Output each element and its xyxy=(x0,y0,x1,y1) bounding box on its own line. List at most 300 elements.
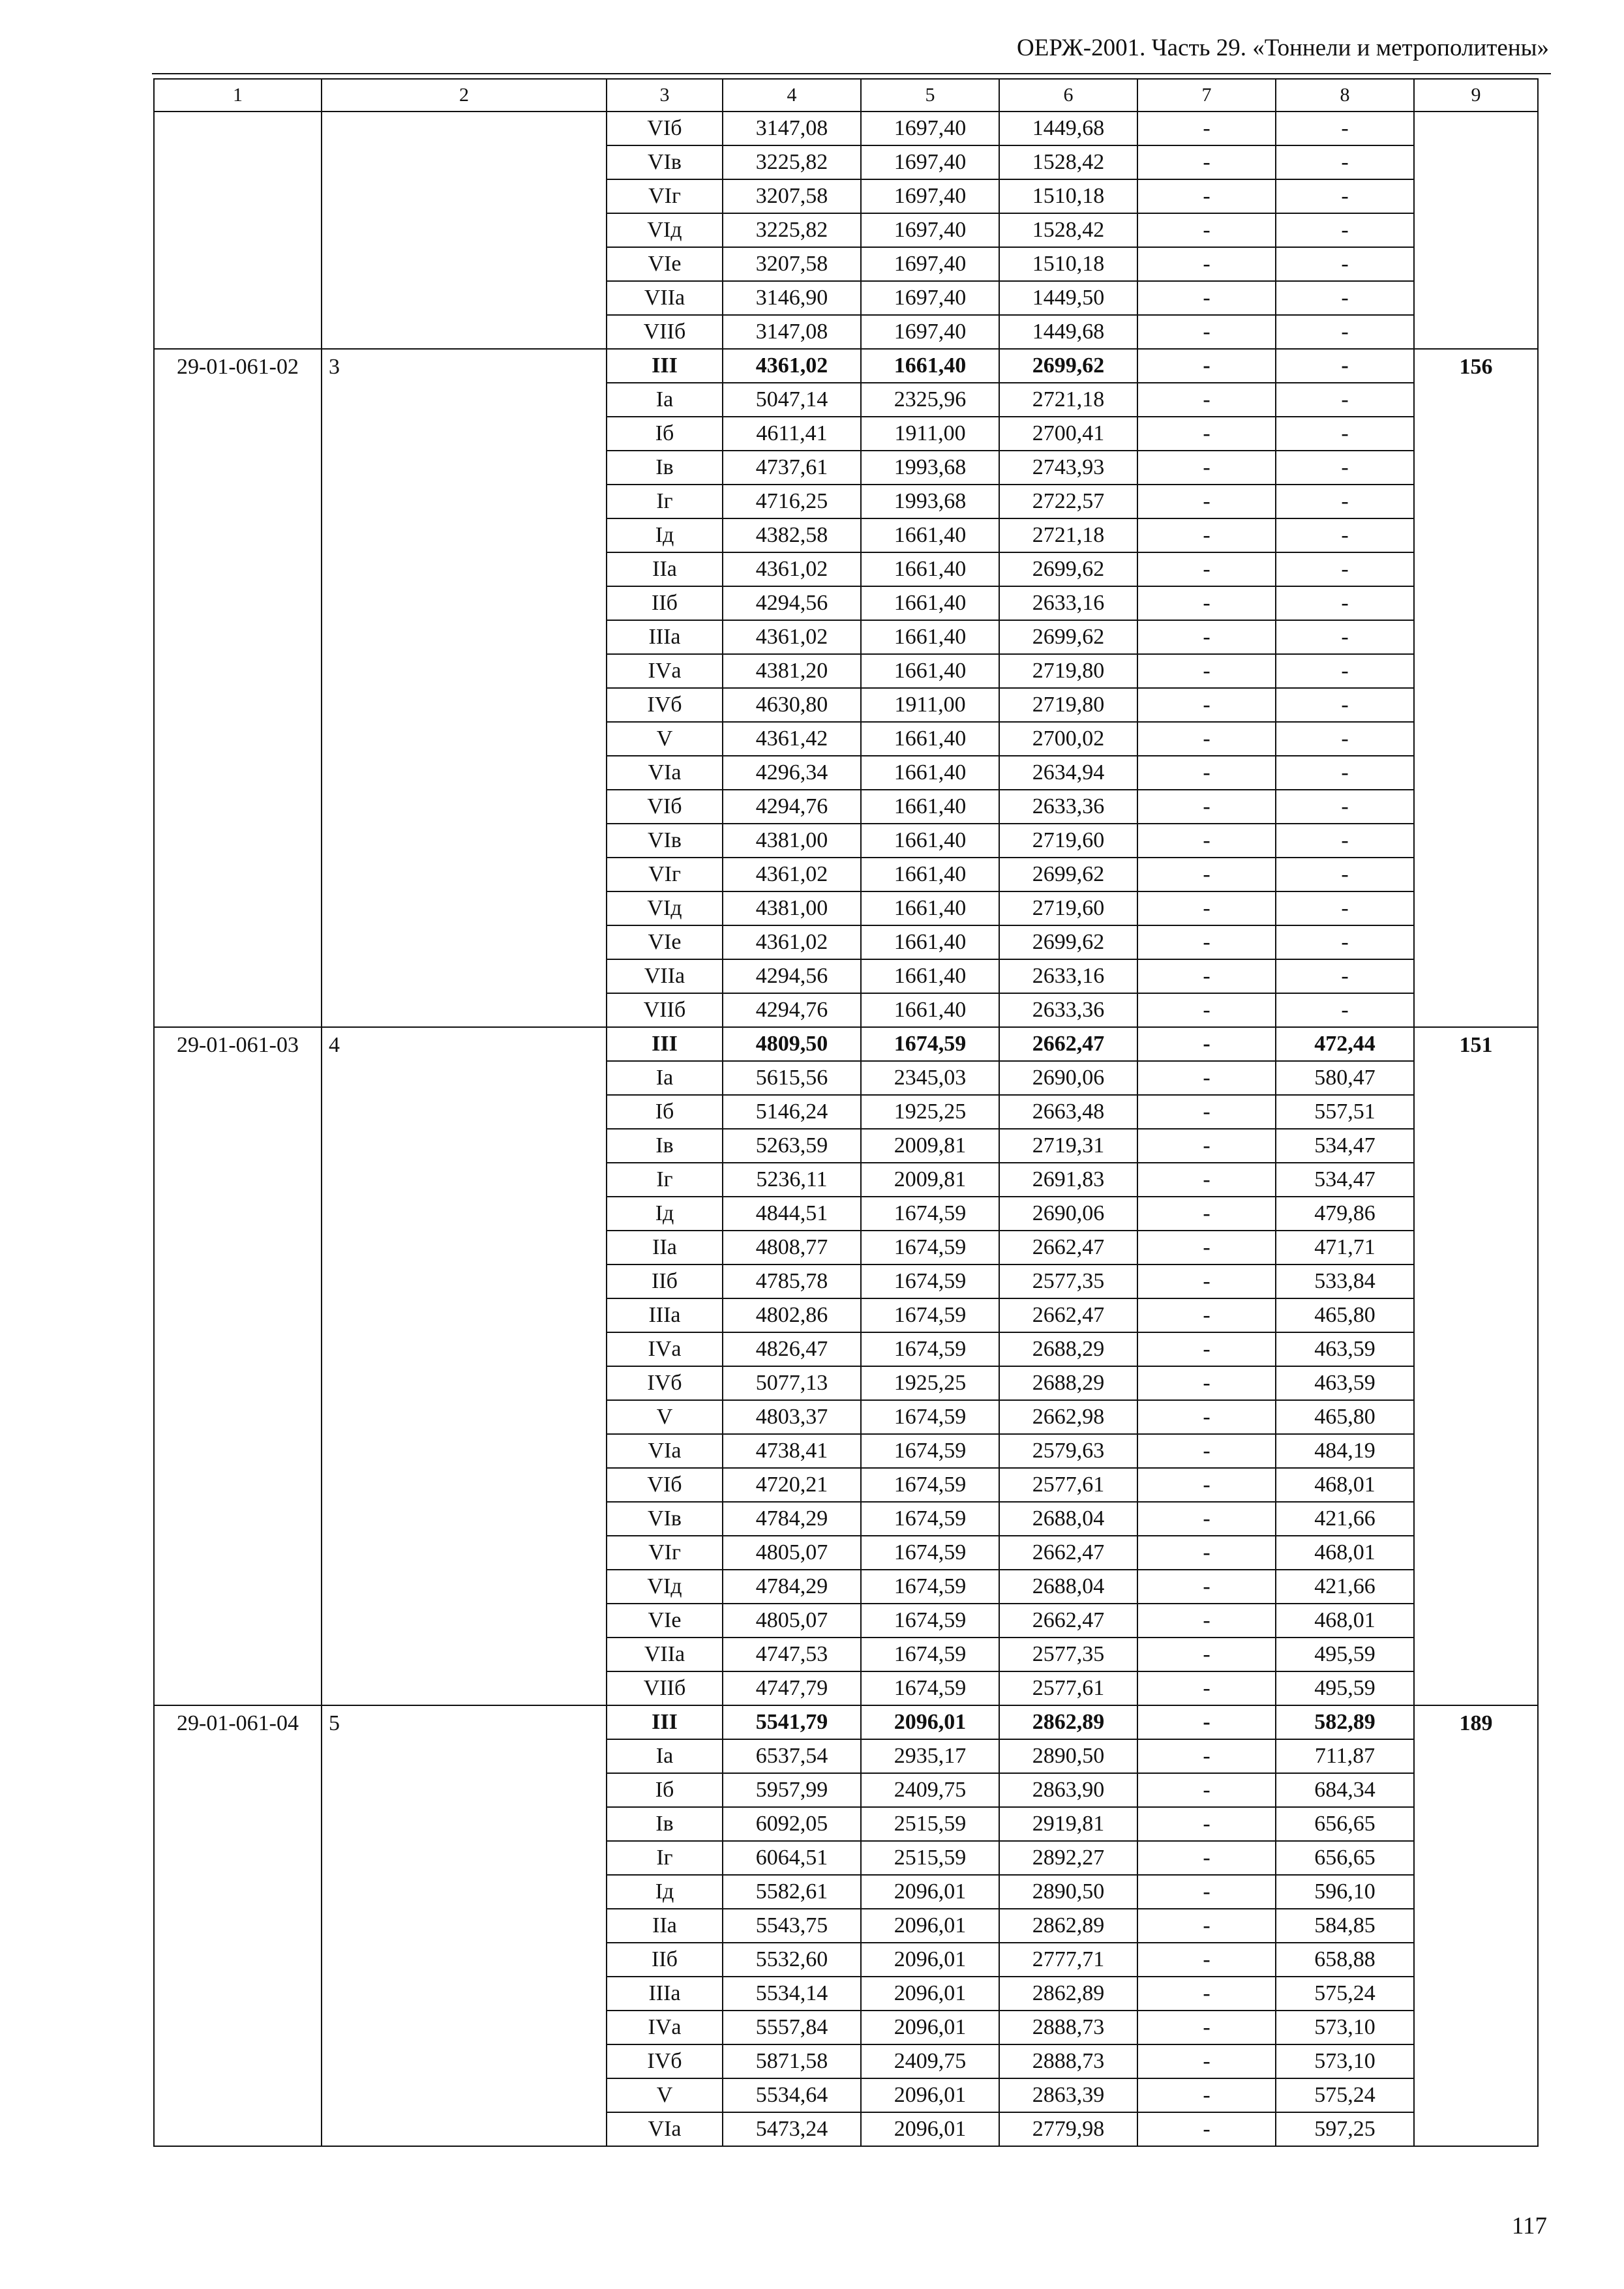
total-cost-cell: 4361,02 xyxy=(723,349,861,383)
total-cost-cell: 4785,78 xyxy=(723,1264,861,1298)
labor-cost-cell: 1674,59 xyxy=(861,1298,999,1332)
materials-cost-cell: 658,88 xyxy=(1276,1943,1414,1977)
zone-cell: IIб xyxy=(607,1264,723,1298)
labor-hours-cell xyxy=(1414,112,1538,349)
machine-cost-cell: 1510,18 xyxy=(999,247,1137,281)
materials-cost-cell: - xyxy=(1276,654,1414,688)
col7-cell: - xyxy=(1137,1197,1276,1231)
machine-cost-cell: 2890,50 xyxy=(999,1875,1137,1909)
labor-cost-cell: 2009,81 xyxy=(861,1129,999,1163)
labor-cost-cell: 2096,01 xyxy=(861,2078,999,2112)
materials-cost-cell: 472,44 xyxy=(1276,1027,1414,1061)
machine-cost-cell: 2700,41 xyxy=(999,417,1137,451)
col7-cell: - xyxy=(1137,1366,1276,1400)
materials-cost-cell: 495,59 xyxy=(1276,1671,1414,1705)
total-cost-cell: 4611,41 xyxy=(723,417,861,451)
labor-cost-cell: 2515,59 xyxy=(861,1841,999,1875)
labor-hours-cell: 189 xyxy=(1414,1705,1538,2146)
labor-cost-cell: 2096,01 xyxy=(861,1977,999,2011)
zone-cell: VIIб xyxy=(607,1671,723,1705)
machine-cost-cell: 2688,29 xyxy=(999,1366,1137,1400)
machine-cost-cell: 2662,98 xyxy=(999,1400,1137,1434)
materials-cost-cell: - xyxy=(1276,858,1414,891)
zone-cell: IIб xyxy=(607,586,723,620)
labor-hours-cell: 151 xyxy=(1414,1027,1538,1705)
zone-cell: VIв xyxy=(607,1502,723,1536)
total-cost-cell: 4296,34 xyxy=(723,756,861,790)
machine-cost-cell: 2722,57 xyxy=(999,485,1137,518)
machine-cost-cell: 2577,61 xyxy=(999,1671,1137,1705)
item-number-cell: 3 xyxy=(322,349,607,1027)
machine-cost-cell: 2699,62 xyxy=(999,552,1137,586)
total-cost-cell: 4294,56 xyxy=(723,959,861,993)
labor-cost-cell: 1661,40 xyxy=(861,925,999,959)
zone-cell: VIд xyxy=(607,213,723,247)
materials-cost-cell: 575,24 xyxy=(1276,2078,1414,2112)
machine-cost-cell: 2690,06 xyxy=(999,1061,1137,1095)
zone-cell: V xyxy=(607,722,723,756)
materials-cost-cell: - xyxy=(1276,179,1414,213)
machine-cost-cell: 2688,04 xyxy=(999,1502,1137,1536)
col7-cell: - xyxy=(1137,688,1276,722)
total-cost-cell: 3147,08 xyxy=(723,315,861,349)
materials-cost-cell: - xyxy=(1276,756,1414,790)
col7-cell: - xyxy=(1137,891,1276,925)
machine-cost-cell: 2699,62 xyxy=(999,349,1137,383)
zone-cell: VIг xyxy=(607,179,723,213)
machine-cost-cell: 2888,73 xyxy=(999,2011,1137,2044)
machine-cost-cell: 2719,60 xyxy=(999,824,1137,858)
materials-cost-cell: - xyxy=(1276,790,1414,824)
col7-cell: - xyxy=(1137,552,1276,586)
total-cost-cell: 5871,58 xyxy=(723,2044,861,2078)
total-cost-cell: 4381,20 xyxy=(723,654,861,688)
header-rule xyxy=(152,73,1551,74)
total-cost-cell: 4809,50 xyxy=(723,1027,861,1061)
col7-cell: - xyxy=(1137,620,1276,654)
total-cost-cell: 5077,13 xyxy=(723,1366,861,1400)
labor-cost-cell: 2096,01 xyxy=(861,1943,999,1977)
materials-cost-cell: - xyxy=(1276,552,1414,586)
labor-cost-cell: 2096,01 xyxy=(861,2011,999,2044)
col7-cell: - xyxy=(1137,1231,1276,1264)
col7-cell: - xyxy=(1137,281,1276,315)
labor-cost-cell: 2345,03 xyxy=(861,1061,999,1095)
zone-cell: Iг xyxy=(607,1163,723,1197)
total-cost-cell: 5146,24 xyxy=(723,1095,861,1129)
labor-cost-cell: 2935,17 xyxy=(861,1739,999,1773)
total-cost-cell: 4803,37 xyxy=(723,1400,861,1434)
materials-cost-cell: 463,59 xyxy=(1276,1366,1414,1400)
labor-cost-cell: 1661,40 xyxy=(861,858,999,891)
materials-cost-cell: 533,84 xyxy=(1276,1264,1414,1298)
zone-cell: Iв xyxy=(607,1129,723,1163)
materials-cost-cell: 584,85 xyxy=(1276,1909,1414,1943)
total-cost-cell: 6064,51 xyxy=(723,1841,861,1875)
labor-cost-cell: 1661,40 xyxy=(861,518,999,552)
zone-cell: Iг xyxy=(607,485,723,518)
labor-cost-cell: 1661,40 xyxy=(861,790,999,824)
labor-cost-cell: 1674,59 xyxy=(861,1502,999,1536)
col7-cell: - xyxy=(1137,2112,1276,2146)
zone-cell: III xyxy=(607,1027,723,1061)
labor-cost-cell: 2325,96 xyxy=(861,383,999,417)
col7-cell: - xyxy=(1137,722,1276,756)
col7-cell: - xyxy=(1137,1536,1276,1570)
total-cost-cell: 4382,58 xyxy=(723,518,861,552)
machine-cost-cell: 2662,47 xyxy=(999,1298,1137,1332)
materials-cost-cell: 596,10 xyxy=(1276,1875,1414,1909)
materials-cost-cell: - xyxy=(1276,112,1414,145)
materials-cost-cell: 656,65 xyxy=(1276,1807,1414,1841)
table-row xyxy=(154,112,1538,145)
zone-cell: IIб xyxy=(607,1943,723,1977)
materials-cost-cell: 465,80 xyxy=(1276,1298,1414,1332)
machine-cost-cell: 2892,27 xyxy=(999,1841,1137,1875)
machine-cost-cell: 2699,62 xyxy=(999,858,1137,891)
zone-cell: IVб xyxy=(607,1366,723,1400)
total-cost-cell: 4630,80 xyxy=(723,688,861,722)
materials-cost-cell: - xyxy=(1276,349,1414,383)
machine-cost-cell: 2743,93 xyxy=(999,451,1137,485)
labor-cost-cell: 1674,59 xyxy=(861,1197,999,1231)
total-cost-cell: 4294,76 xyxy=(723,993,861,1027)
col7-cell: - xyxy=(1137,247,1276,281)
machine-cost-cell: 2662,47 xyxy=(999,1027,1137,1061)
zone-cell: VIIа xyxy=(607,959,723,993)
labor-cost-cell: 1674,59 xyxy=(861,1231,999,1264)
zone-cell: VIа xyxy=(607,2112,723,2146)
col7-cell: - xyxy=(1137,1841,1276,1875)
materials-cost-cell: 468,01 xyxy=(1276,1536,1414,1570)
zone-cell: VIIб xyxy=(607,993,723,1027)
total-cost-cell: 3146,90 xyxy=(723,281,861,315)
col7-cell: - xyxy=(1137,1264,1276,1298)
materials-cost-cell: - xyxy=(1276,891,1414,925)
total-cost-cell: 4294,56 xyxy=(723,586,861,620)
machine-cost-cell: 1449,68 xyxy=(999,315,1137,349)
machine-cost-cell: 2699,62 xyxy=(999,620,1137,654)
resource-code-cell: 29-01-061-04 xyxy=(154,1705,322,2146)
machine-cost-cell: 2699,62 xyxy=(999,925,1137,959)
labor-cost-cell: 1697,40 xyxy=(861,145,999,179)
zone-cell: VIа xyxy=(607,1434,723,1468)
labor-cost-cell: 1674,59 xyxy=(861,1264,999,1298)
labor-cost-cell: 1697,40 xyxy=(861,315,999,349)
col7-cell: - xyxy=(1137,959,1276,993)
total-cost-cell: 4802,86 xyxy=(723,1298,861,1332)
labor-cost-cell: 1674,59 xyxy=(861,1332,999,1366)
total-cost-cell: 4805,07 xyxy=(723,1536,861,1570)
materials-cost-cell: - xyxy=(1276,620,1414,654)
total-cost-cell: 3147,08 xyxy=(723,112,861,145)
zone-cell: Iа xyxy=(607,383,723,417)
materials-cost-cell: - xyxy=(1276,993,1414,1027)
price-table xyxy=(153,78,1539,2147)
col7-cell: - xyxy=(1137,824,1276,858)
col7-cell: - xyxy=(1137,1332,1276,1366)
total-cost-cell: 3225,82 xyxy=(723,145,861,179)
machine-cost-cell: 2634,94 xyxy=(999,756,1137,790)
col7-cell: - xyxy=(1137,417,1276,451)
total-cost-cell: 5957,99 xyxy=(723,1773,861,1807)
materials-cost-cell: 597,25 xyxy=(1276,2112,1414,2146)
zone-cell: VIб xyxy=(607,1468,723,1502)
machine-cost-cell: 2863,90 xyxy=(999,1773,1137,1807)
materials-cost-cell: - xyxy=(1276,281,1414,315)
page-number: 117 xyxy=(1511,2213,1547,2239)
total-cost-cell: 5473,24 xyxy=(723,2112,861,2146)
col7-cell: - xyxy=(1137,518,1276,552)
total-cost-cell: 4381,00 xyxy=(723,891,861,925)
column-number: 6 xyxy=(999,79,1137,112)
col7-cell: - xyxy=(1137,586,1276,620)
column-number: 3 xyxy=(607,79,723,112)
column-number: 7 xyxy=(1137,79,1276,112)
zone-cell: VIб xyxy=(607,112,723,145)
total-cost-cell: 4805,07 xyxy=(723,1604,861,1638)
machine-cost-cell: 2719,31 xyxy=(999,1129,1137,1163)
column-number: 4 xyxy=(723,79,861,112)
total-cost-cell: 5543,75 xyxy=(723,1909,861,1943)
col7-cell: - xyxy=(1137,1434,1276,1468)
labor-cost-cell: 1697,40 xyxy=(861,112,999,145)
materials-cost-cell: 465,80 xyxy=(1276,1400,1414,1434)
col7-cell: - xyxy=(1137,1298,1276,1332)
col7-cell: - xyxy=(1137,145,1276,179)
col7-cell: - xyxy=(1137,1400,1276,1434)
materials-cost-cell: - xyxy=(1276,145,1414,179)
labor-cost-cell: 1661,40 xyxy=(861,993,999,1027)
labor-cost-cell: 1661,40 xyxy=(861,824,999,858)
col7-cell: - xyxy=(1137,1977,1276,2011)
machine-cost-cell: 1510,18 xyxy=(999,179,1137,213)
machine-cost-cell: 2719,60 xyxy=(999,891,1137,925)
zone-cell: IVб xyxy=(607,2044,723,2078)
zone-cell: IVб xyxy=(607,688,723,722)
col7-cell: - xyxy=(1137,1943,1276,1977)
col7-cell: - xyxy=(1137,1909,1276,1943)
total-cost-cell: 5534,14 xyxy=(723,1977,861,2011)
total-cost-cell: 4784,29 xyxy=(723,1570,861,1604)
total-cost-cell: 5236,11 xyxy=(723,1163,861,1197)
total-cost-cell: 5615,56 xyxy=(723,1061,861,1095)
column-number: 5 xyxy=(861,79,999,112)
resource-code-cell: 29-01-061-02 xyxy=(154,349,322,1027)
materials-cost-cell: 656,65 xyxy=(1276,1841,1414,1875)
col7-cell: - xyxy=(1137,485,1276,518)
col7-cell: - xyxy=(1137,179,1276,213)
col7-cell: - xyxy=(1137,349,1276,383)
machine-cost-cell: 2888,73 xyxy=(999,2044,1137,2078)
materials-cost-cell: - xyxy=(1276,925,1414,959)
col7-cell: - xyxy=(1137,1705,1276,1739)
labor-cost-cell: 1661,40 xyxy=(861,349,999,383)
item-number-cell xyxy=(322,112,607,349)
zone-cell: Iд xyxy=(607,1197,723,1231)
materials-cost-cell: 684,34 xyxy=(1276,1773,1414,1807)
table-row xyxy=(154,349,1538,383)
zone-cell: III xyxy=(607,349,723,383)
materials-cost-cell: 421,66 xyxy=(1276,1570,1414,1604)
materials-cost-cell: - xyxy=(1276,417,1414,451)
total-cost-cell: 5541,79 xyxy=(723,1705,861,1739)
total-cost-cell: 4844,51 xyxy=(723,1197,861,1231)
labor-cost-cell: 1674,59 xyxy=(861,1638,999,1671)
zone-cell: IIIа xyxy=(607,1298,723,1332)
labor-cost-cell: 1661,40 xyxy=(861,552,999,586)
machine-cost-cell: 2633,16 xyxy=(999,586,1137,620)
materials-cost-cell: 468,01 xyxy=(1276,1468,1414,1502)
machine-cost-cell: 2862,89 xyxy=(999,1909,1137,1943)
total-cost-cell: 5532,60 xyxy=(723,1943,861,1977)
zone-cell: VIе xyxy=(607,1604,723,1638)
total-cost-cell: 4808,77 xyxy=(723,1231,861,1264)
materials-cost-cell: 534,47 xyxy=(1276,1163,1414,1197)
zone-cell: III xyxy=(607,1705,723,1739)
labor-cost-cell: 2096,01 xyxy=(861,1909,999,1943)
col7-cell: - xyxy=(1137,756,1276,790)
col7-cell: - xyxy=(1137,1163,1276,1197)
labor-cost-cell: 1661,40 xyxy=(861,586,999,620)
zone-cell: Iб xyxy=(607,417,723,451)
col7-cell: - xyxy=(1137,1739,1276,1773)
materials-cost-cell: 582,89 xyxy=(1276,1705,1414,1739)
labor-cost-cell: 1925,25 xyxy=(861,1366,999,1400)
col7-cell: - xyxy=(1137,1061,1276,1095)
total-cost-cell: 4826,47 xyxy=(723,1332,861,1366)
col7-cell: - xyxy=(1137,1095,1276,1129)
total-cost-cell: 5047,14 xyxy=(723,383,861,417)
table-row xyxy=(154,1027,1538,1061)
machine-cost-cell: 2862,89 xyxy=(999,1977,1137,2011)
zone-cell: IVа xyxy=(607,1332,723,1366)
machine-cost-cell: 2577,61 xyxy=(999,1468,1137,1502)
total-cost-cell: 5557,84 xyxy=(723,2011,861,2044)
col7-cell: - xyxy=(1137,383,1276,417)
labor-cost-cell: 2009,81 xyxy=(861,1163,999,1197)
materials-cost-cell: - xyxy=(1276,451,1414,485)
labor-hours-cell: 156 xyxy=(1414,349,1538,1027)
labor-cost-cell: 1674,59 xyxy=(861,1536,999,1570)
total-cost-cell: 6537,54 xyxy=(723,1739,861,1773)
zone-cell: Iд xyxy=(607,1875,723,1909)
col7-cell: - xyxy=(1137,1807,1276,1841)
materials-cost-cell: 468,01 xyxy=(1276,1604,1414,1638)
labor-cost-cell: 1674,59 xyxy=(861,1671,999,1705)
total-cost-cell: 3207,58 xyxy=(723,179,861,213)
machine-cost-cell: 2863,39 xyxy=(999,2078,1137,2112)
zone-cell: VIг xyxy=(607,1536,723,1570)
machine-cost-cell: 2662,47 xyxy=(999,1604,1137,1638)
total-cost-cell: 4747,53 xyxy=(723,1638,861,1671)
resource-code-cell: 29-01-061-03 xyxy=(154,1027,322,1705)
machine-cost-cell: 2862,89 xyxy=(999,1705,1137,1739)
col7-cell: - xyxy=(1137,1671,1276,1705)
column-number: 1 xyxy=(154,79,322,112)
col7-cell: - xyxy=(1137,112,1276,145)
materials-cost-cell: 479,86 xyxy=(1276,1197,1414,1231)
labor-cost-cell: 2096,01 xyxy=(861,2112,999,2146)
col7-cell: - xyxy=(1137,1773,1276,1807)
materials-cost-cell: 573,10 xyxy=(1276,2044,1414,2078)
labor-cost-cell: 1661,40 xyxy=(861,722,999,756)
col7-cell: - xyxy=(1137,1027,1276,1061)
materials-cost-cell: - xyxy=(1276,722,1414,756)
materials-cost-cell: 573,10 xyxy=(1276,2011,1414,2044)
machine-cost-cell: 2777,71 xyxy=(999,1943,1137,1977)
zone-cell: VIв xyxy=(607,145,723,179)
total-cost-cell: 4716,25 xyxy=(723,485,861,518)
table-body xyxy=(154,79,1538,2146)
zone-cell: V xyxy=(607,2078,723,2112)
materials-cost-cell: - xyxy=(1276,586,1414,620)
column-number-row xyxy=(154,79,1538,112)
labor-cost-cell: 1993,68 xyxy=(861,451,999,485)
labor-cost-cell: 2409,75 xyxy=(861,2044,999,2078)
zone-cell: IVа xyxy=(607,2011,723,2044)
materials-cost-cell: 580,47 xyxy=(1276,1061,1414,1095)
col7-cell: - xyxy=(1137,2078,1276,2112)
total-cost-cell: 4738,41 xyxy=(723,1434,861,1468)
total-cost-cell: 4381,00 xyxy=(723,824,861,858)
zone-cell: Iг xyxy=(607,1841,723,1875)
machine-cost-cell: 2721,18 xyxy=(999,383,1137,417)
materials-cost-cell: 711,87 xyxy=(1276,1739,1414,1773)
materials-cost-cell: - xyxy=(1276,247,1414,281)
machine-cost-cell: 2890,50 xyxy=(999,1739,1137,1773)
machine-cost-cell: 2633,36 xyxy=(999,790,1137,824)
materials-cost-cell: 421,66 xyxy=(1276,1502,1414,1536)
col7-cell: - xyxy=(1137,1570,1276,1604)
zone-cell: Iб xyxy=(607,1773,723,1807)
total-cost-cell: 4361,02 xyxy=(723,858,861,891)
labor-cost-cell: 2409,75 xyxy=(861,1773,999,1807)
total-cost-cell: 4361,42 xyxy=(723,722,861,756)
col7-cell: - xyxy=(1137,2044,1276,2078)
zone-cell: IIа xyxy=(607,1909,723,1943)
zone-cell: VIе xyxy=(607,247,723,281)
machine-cost-cell: 2721,18 xyxy=(999,518,1137,552)
machine-cost-cell: 2633,16 xyxy=(999,959,1137,993)
total-cost-cell: 4294,76 xyxy=(723,790,861,824)
col7-cell: - xyxy=(1137,1638,1276,1671)
zone-cell: Iа xyxy=(607,1739,723,1773)
table-row xyxy=(154,1705,1538,1739)
total-cost-cell: 6092,05 xyxy=(723,1807,861,1841)
machine-cost-cell: 2577,35 xyxy=(999,1638,1137,1671)
total-cost-cell: 3225,82 xyxy=(723,213,861,247)
materials-cost-cell: 495,59 xyxy=(1276,1638,1414,1671)
labor-cost-cell: 1697,40 xyxy=(861,247,999,281)
materials-cost-cell: 471,71 xyxy=(1276,1231,1414,1264)
materials-cost-cell: - xyxy=(1276,688,1414,722)
total-cost-cell: 4747,79 xyxy=(723,1671,861,1705)
labor-cost-cell: 1661,40 xyxy=(861,959,999,993)
materials-cost-cell: 575,24 xyxy=(1276,1977,1414,2011)
materials-cost-cell: - xyxy=(1276,518,1414,552)
zone-cell: Iд xyxy=(607,518,723,552)
labor-cost-cell: 1911,00 xyxy=(861,688,999,722)
materials-cost-cell: 557,51 xyxy=(1276,1095,1414,1129)
total-cost-cell: 4361,02 xyxy=(723,925,861,959)
machine-cost-cell: 2662,47 xyxy=(999,1231,1137,1264)
machine-cost-cell: 2579,63 xyxy=(999,1434,1137,1468)
labor-cost-cell: 1661,40 xyxy=(861,891,999,925)
labor-cost-cell: 2515,59 xyxy=(861,1807,999,1841)
labor-cost-cell: 1674,59 xyxy=(861,1604,999,1638)
col7-cell: - xyxy=(1137,1604,1276,1638)
